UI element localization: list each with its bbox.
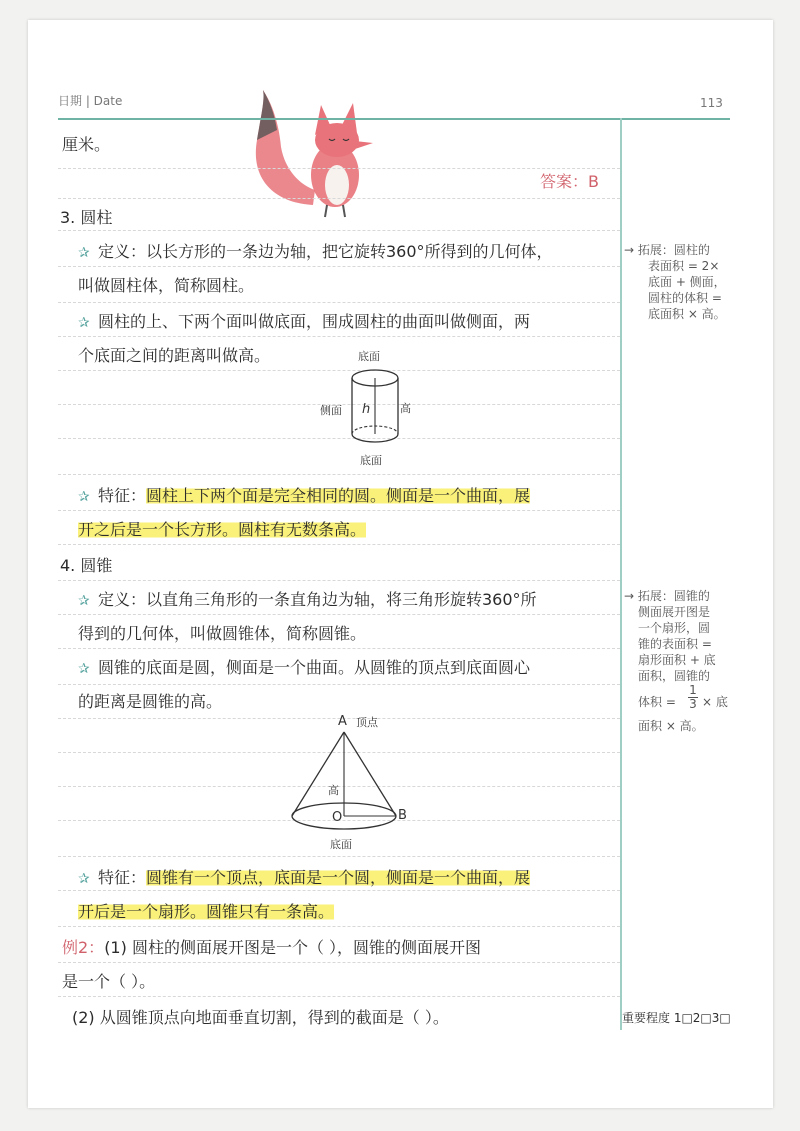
- example-q1-line2: 是一个（ ）。: [62, 972, 156, 991]
- ruled-line: [58, 890, 620, 891]
- cone-definition-line1: ✰ 定义：以直角三角形的一条直角边为轴，将三角形旋转360°所: [78, 590, 537, 609]
- answer-text: 答案：B: [540, 172, 599, 191]
- star-icon: ✰: [78, 315, 90, 331]
- fox-illustration: [245, 85, 385, 225]
- example-q1-line1: 例2：(1) 圆柱的侧面展开图是一个（ ），圆锥的侧面展开图: [62, 938, 482, 957]
- star-icon: ✰: [78, 661, 90, 677]
- ruled-line: [58, 510, 620, 511]
- cylinder-feature-line1: ✰ 特征：圆柱上下两个面是完全相同的圆。侧面是一个曲面，展: [78, 486, 531, 505]
- cone-parts-line2: 的距离是圆锥的高。: [78, 692, 223, 711]
- star-icon: ✰: [78, 489, 90, 505]
- ruled-line: [58, 302, 620, 303]
- star-icon: ✰: [78, 245, 90, 261]
- ruled-line: [58, 438, 620, 439]
- cone-height-label: 高: [328, 784, 339, 797]
- cylinder-definition-line1: ✰ 定义：以长方形的一条边为轴，把它旋转360°所得到的几何体，: [78, 242, 553, 261]
- date-label: 日期 | Date: [58, 94, 123, 108]
- cone-definition-line2: 得到的几何体，叫做圆锥体，简称圆锥。: [78, 624, 367, 643]
- ruled-line: [58, 648, 620, 649]
- cylinder-height-label: 高: [400, 402, 411, 415]
- cone-feature-line2: 开后是一个扇形。圆锥只有一条高。: [78, 902, 335, 921]
- ruled-line: [58, 474, 620, 475]
- cylinder-side-label: 侧面: [320, 404, 342, 417]
- cylinder-definition-line2: 叫做圆柱体，简称圆柱。: [78, 276, 255, 295]
- cylinder-top-label: 底面: [358, 350, 380, 363]
- ruled-line: [58, 856, 620, 857]
- ruled-line: [58, 684, 620, 685]
- cone-apex-letter: A: [338, 714, 347, 729]
- star-icon: ✰: [78, 593, 90, 609]
- cone-bottom-label: 底面: [330, 838, 352, 851]
- cylinder-heading: 3. 圆柱: [60, 208, 113, 227]
- cone-apex-label: 顶点: [356, 716, 378, 729]
- ruled-line: [58, 996, 620, 997]
- ruled-line: [58, 926, 620, 927]
- cone-heading: 4. 圆锥: [60, 556, 113, 575]
- ruled-line: [58, 544, 620, 545]
- cylinder-note: → 拓展：圆柱的 表面积 = 2× 底面 + 侧面， 圆柱的体积 = 底面积 × 高。: [624, 243, 726, 321]
- ruled-line: [58, 336, 620, 337]
- cone-diagram: [288, 728, 408, 834]
- ruled-line: [58, 580, 620, 581]
- ruled-line: [58, 198, 620, 199]
- cylinder-parts-line2: 个底面之间的距离叫做高。: [78, 346, 271, 365]
- ruled-line: [58, 370, 620, 371]
- star-icon: ✰: [78, 871, 90, 887]
- cone-note: → 拓展：圆锥的 侧面展开图是 一个扇形，圆 锥的表面积 = 扇形面积 + 底 面积，圆锥的 体积 = 1 3 × 底 面积 × 高。: [624, 589, 728, 733]
- page-number: 113: [700, 96, 723, 110]
- ruled-line: [58, 266, 620, 267]
- cone-feature-line1: ✰ 特征：圆锥有一个顶点，底面是一个圆，侧面是一个曲面，展: [78, 868, 531, 887]
- margin-divider: [620, 118, 622, 1030]
- cone-b-label: B: [398, 808, 407, 823]
- cylinder-parts-line1: ✰ 圆柱的上、下两个面叫做底面，围成圆柱的曲面叫做侧面，两: [78, 312, 531, 331]
- header-divider: [58, 118, 730, 120]
- cone-parts-line1: ✰ 圆锥的底面是圆，侧面是一个曲面。从圆锥的顶点到底面圆心: [78, 658, 531, 677]
- ruled-line: [58, 230, 620, 231]
- cylinder-feature-line2: 开之后是一个长方形。圆柱有无数条高。: [78, 520, 367, 539]
- continuation-text: 厘米。: [62, 135, 111, 154]
- cylinder-h-label: h: [362, 402, 371, 417]
- cylinder-bottom-label: 底面: [360, 454, 382, 467]
- ruled-line: [58, 962, 620, 963]
- ruled-line: [58, 168, 620, 169]
- importance-rating: 重要程度 1□2□3□: [622, 1011, 731, 1025]
- cone-center-label: O: [332, 810, 343, 825]
- ruled-line: [58, 614, 620, 615]
- example-q2: (2) 从圆锥顶点向地面垂直切割，得到的截面是（ ）。: [72, 1008, 449, 1027]
